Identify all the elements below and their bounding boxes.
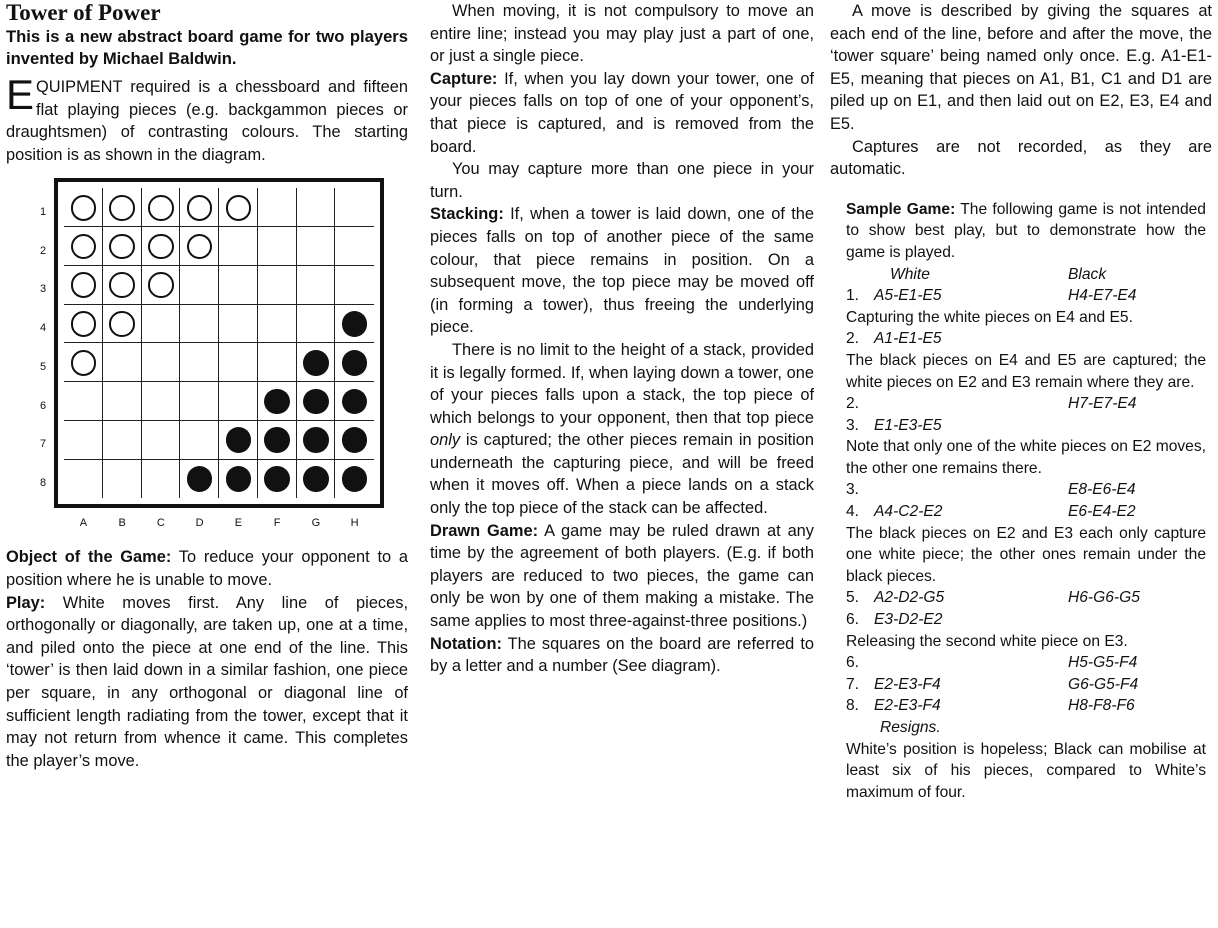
board-square-F2 [258,227,297,266]
notation-text: The squares on the board are referred to by a letter and a number (See diagram). [430,634,814,676]
black-piece [303,427,329,453]
black-piece [303,350,329,376]
intro-text: QUIPMENT required is a chessboard and fifteen flat playing pieces (e.g. backgammon pieces or draughtsmen) of contrasting colours. The starting position is as shown in the diagram. [6,78,408,164]
moving-paragraph: When moving, it is not compulsory to move an entire line; instead you may play just a part of one, or just a single piece. [430,2,814,66]
file-label: H [350,517,359,530]
stacking-text: If, when a tower is laid down, one of the pieces falls on top of another piece of the same colour, that piece remains in position. On a subsequent move, the top piece may be moved off (in forming a tower), thus freeing the underlying piece. [430,205,814,337]
file-label: B [118,517,126,530]
board-square-G2 [297,227,336,266]
move-row [846,415,1206,437]
move-row [846,285,1206,307]
play-heading: Play: [6,593,46,612]
board-grid [64,188,374,498]
move-row [846,674,1206,696]
stack-limit-text-a: There is no limit to the height of a stack, provided it is legally formed. If, when laying down a tower, one of your pieces falls upon a stack, the top piece of which belongs to your opponent, then that top piece [430,340,814,427]
board-square-D4 [180,305,219,344]
white-move: A1-E1-E5 [874,330,942,348]
board-square-C5 [142,343,181,382]
move-number: 2. [846,330,860,348]
board-square-F4 [258,305,297,344]
chessboard [54,178,384,508]
white-piece [109,234,135,260]
black-piece [226,427,252,453]
play-text: White moves first. Any line of pieces, orthogonally or diagonally, are taken up, one at a time, and piled onto the piece at one end of the line. This ‘tower’ is then laid down in a similar fashion, one piece per square, in any orthogonal or diagonal line of sufficient length radiating from the tower, except that it may not return from whence it came. This completes the player’s move. [6,593,408,770]
column-3 [830,0,1212,803]
rank-label: 4 [39,322,47,334]
black-piece [264,466,290,492]
notation-paragraph [430,633,814,678]
move-note: The black pieces on E4 and E5 are captured; the white pieces on E2 and E3 remain where they are. [846,351,1206,391]
black-piece [303,389,329,415]
white-piece [71,350,97,376]
object-heading: Object of the Game: [6,548,172,567]
board-square-A6 [64,382,103,421]
board-square-G3 [297,266,336,305]
move-row [846,587,1206,609]
board-square-B6 [103,382,142,421]
move-description-paragraph: A move is described by giving the squares at each end of the line, before and after the move, the ‘tower square’ being named only once. E.g. A1-E1-E5, meaning that pieces on A1, B1, C1 and D1 are piled up on E1, and then laid out on E2, E3, E4 and E5. [830,2,1212,133]
move-number: 3. [846,481,860,499]
stack-limit-text-b: is captured; the other pieces remain in position underneath the capturing piece, and will be freed when it moves off. When a piece lands on a stack only the top piece of the stack can be affected. [430,431,814,518]
resigns-label: Resigns. [880,719,941,736]
black-piece [264,389,290,415]
stacking-paragraph [430,203,814,339]
black-piece [187,466,213,492]
capture-more-paragraph: You may capture more than one piece in your turn. [430,160,814,201]
move-note: Releasing the second white piece on E3. [846,632,1128,650]
move-row [846,501,1206,523]
subtitle: This is a new abstract board game for two players invented by Michael Baldwin. [6,27,408,68]
board-square-C4 [142,305,181,344]
page-title: Tower of Power [6,0,161,25]
sample-header [846,264,1206,286]
board-square-D3 [180,266,219,305]
black-move: E8-E6-E4 [1068,481,1136,499]
white-piece [71,272,97,298]
board-square-E4 [219,305,258,344]
white-piece [109,272,135,298]
stacking-heading: Stacking: [430,205,504,224]
white-move: A2-D2-G5 [874,589,945,607]
notation-heading: Notation: [430,634,502,653]
move-number: 2. [846,395,860,413]
rank-label: 6 [39,399,47,412]
move-number: 7. [846,675,860,693]
rank-label: 3 [39,283,47,296]
file-label: A [79,517,88,530]
drop-cap: E [6,71,35,118]
rank-label: 2 [39,244,47,257]
white-piece [71,195,97,221]
move-number: 4. [846,503,860,521]
white-move [874,652,1068,674]
white-move [874,479,1068,501]
black-piece [226,466,252,492]
black-move: H5-G5-F4 [1068,654,1138,672]
move-row [846,695,1206,717]
board-square-C7 [142,421,181,460]
board-square-B7 [103,421,142,460]
final-note: White’s position is hopeless; Black can mobilise at least six of his pieces, compared to White’s maximum of four. [846,740,1206,801]
sample-game [830,199,1206,804]
board-square-H1 [335,188,374,227]
board-square-D7 [180,421,219,460]
board-square-F5 [258,343,297,382]
sample-intro [846,199,1206,264]
column-2 [430,0,814,678]
white-move [874,393,1068,415]
move-row [846,652,1206,674]
object-text: To reduce your opponent to a position where he is unable to move. [6,548,408,589]
black-piece [342,311,368,337]
white-piece [148,195,174,221]
black-header: Black [1068,265,1107,283]
play-paragraph [6,592,408,773]
white-move: A5-E1-E5 [874,287,942,305]
file-label: D [195,517,204,530]
black-move: E6-E4-E2 [1068,503,1136,521]
file-label: E [234,517,243,530]
black-piece [264,427,290,453]
board-square-B5 [103,343,142,382]
board-square-G1 [297,188,336,227]
stack-limit-emphasis: only [430,431,461,450]
board-square-A7 [64,421,103,460]
captures-note-paragraph: Captures are not recorded, as they are automatic. [830,137,1212,179]
board-square-B8 [103,460,142,499]
white-piece [71,311,97,337]
white-header: White [890,265,930,283]
file-label: G [311,517,321,530]
move-row [846,328,1206,350]
black-move: G6-G5-F4 [1068,675,1139,693]
sample-intro-text: The following game is not intended to show best play, but to demonstrate how the game is played. [846,200,1206,261]
white-move: A4-C2-E2 [874,503,943,521]
board-diagram [6,176,408,546]
move-number: 6. [846,654,860,672]
white-piece [148,272,174,298]
white-move: E1-E3-E5 [874,416,942,434]
move-number: 1. [846,287,860,305]
board-square-H2 [335,227,374,266]
board-square-H3 [335,266,374,305]
capture-text: If, when you lay down your tower, one of your pieces falls on top of one of your opponent’s, that piece is captured, and is removed from the board. [430,69,814,156]
move-note: Note that only one of the white pieces on E2 moves, the other one remains there. [846,438,1206,477]
drawn-text: A game may be ruled drawn at any time by the agreement of both players. (E.g. if both players are reduced to two pieces, the game can only be won by one of them making a mistake. The same applies to most three-against-three positions.) [430,521,814,631]
capture-heading: Capture: [430,69,498,88]
file-label: F [273,517,281,530]
file-label: C [156,517,165,530]
drawn-paragraph [430,520,814,633]
black-move: H6-G6-G5 [1068,589,1140,607]
black-piece [303,466,329,492]
board-square-G4 [297,305,336,344]
board-square-A8 [64,460,103,499]
move-number: 3. [846,416,860,434]
black-piece [342,350,368,376]
board-square-E5 [219,343,258,382]
board-square-E2 [219,227,258,266]
board-square-C8 [142,460,181,499]
rank-label: 5 [39,360,47,373]
column-1 [6,0,408,772]
white-piece [148,234,174,260]
capture-paragraph [430,68,814,158]
board-square-C6 [142,382,181,421]
drawn-heading: Drawn Game: [430,521,539,540]
move-number: 8. [846,697,860,715]
board-square-E6 [219,382,258,421]
white-piece [187,195,213,221]
rank-label: 8 [39,477,47,489]
board-square-D5 [180,343,219,382]
white-move: E2-E3-F4 [874,697,941,715]
move-note: Capturing the white pieces on E4 and E5. [846,308,1133,326]
white-move: E3-D2-E2 [874,611,943,629]
black-move: H7-E7-E4 [1068,395,1137,413]
black-piece [342,466,368,492]
black-move: H4-E7-E4 [1068,287,1137,305]
rank-label: 1 [39,205,47,218]
move-number: 5. [846,589,860,607]
board-square-E3 [219,266,258,305]
sample-heading: Sample Game: [846,200,956,218]
move-number: 6. [846,611,860,629]
intro-paragraph [6,71,408,166]
white-piece [109,195,135,221]
board-square-D6 [180,382,219,421]
move-row [846,479,1206,501]
white-move: E2-E3-F4 [874,675,941,693]
black-move: H8-F8-F6 [1068,697,1135,715]
rank-label: 7 [39,438,47,451]
move-note: The black pieces on E2 and E3 each only capture one white piece; the other ones remain under the black pieces. [846,524,1206,585]
object-paragraph [6,546,408,591]
move-row [846,609,1206,631]
white-piece [226,195,252,221]
stack-limit-paragraph [430,339,814,520]
white-piece [109,311,135,337]
board-square-F3 [258,266,297,305]
board-square-F1 [258,188,297,227]
move-row [846,393,1206,415]
